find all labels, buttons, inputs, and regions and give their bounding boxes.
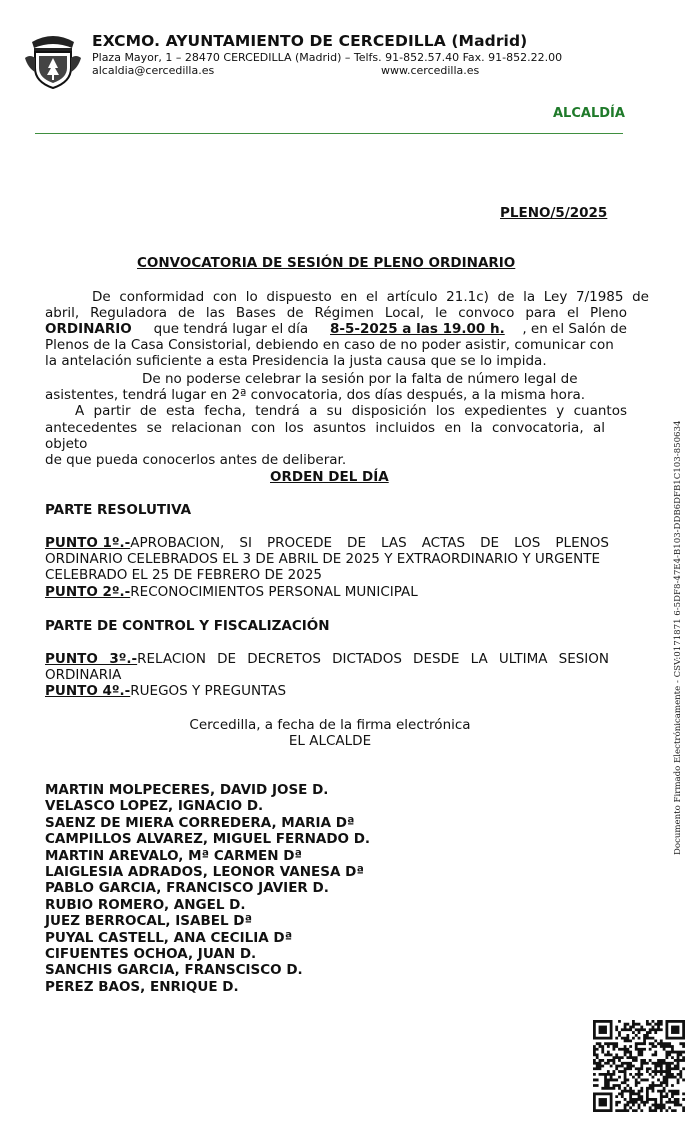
agenda-item-1-line: CELEBRADO EL 25 DE FEBRERO DE 2025: [45, 567, 323, 583]
section-heading-control: PARTE DE CONTROL Y FISCALIZACIÓN: [45, 618, 330, 634]
session-type: ORDINARIO: [45, 321, 132, 337]
body-text: , en el Salón de: [522, 321, 627, 337]
body-line: la antelación suficiente a esta Presidencia la justa causa que se lo impida.: [45, 353, 547, 369]
verification-qr-code: [593, 1020, 685, 1112]
agenda-item-1-line: ORDINARIO CELEBRADOS EL 3 DE ABRIL DE 2025 Y EXTRAORDINARIO Y URGENTE: [45, 551, 601, 567]
recipient-name: PUYAL CASTELL, ANA CECILIA Dª: [45, 929, 293, 946]
agenda-item-text-word: DE: [480, 535, 500, 551]
body-line: A partir de esta fecha, tendrá a su disposición los expedientes y cuantos: [75, 403, 627, 419]
signature-role: EL ALCALDE: [288, 733, 372, 749]
agenda-item-text: RUEGOS Y PREGUNTAS: [130, 683, 287, 699]
electronic-signature-text: Documento Firmado Electrónicamente - CSV:0171871 6-5DF8-47E4-B103-DDB6DFB1C103-850634: [673, 420, 683, 855]
recipient-name: SANCHIS GARCIA, FRANSCISCO D.: [45, 962, 303, 979]
agenda-item-label: PUNTO 4º.-: [45, 683, 131, 699]
department-label: ALCALDÍA: [553, 106, 625, 121]
recipient-name: PABLO GARCIA, FRANCISCO JAVIER D.: [45, 880, 329, 897]
agenda-item-3: [45, 651, 609, 668]
agenda-item-text: RECONOCIMIENTOS PERSONAL MUNICIPAL: [130, 584, 418, 600]
body-line: De no poderse celebrar la sesión por la falta de número legal de: [142, 371, 578, 387]
recipient-list: [45, 782, 370, 995]
body-line: asistentes, tendrá lugar en 2ª convocatoria, dos días después, a la misma hora.: [45, 387, 586, 403]
qr-code-graphic: [593, 1020, 685, 1112]
website-address: www.cercedilla.es: [381, 64, 480, 77]
body-line: De conformidad con lo dispuesto en el artículo 21.1c) de la Ley 7/1985 de: [92, 289, 649, 305]
signature-place: Cercedilla, a fecha de la firma electrónica: [189, 717, 471, 733]
body-line-meeting-date: [45, 321, 627, 338]
recipient-name: CAMPILLOS ALVAREZ, MIGUEL FERNADO D.: [45, 831, 371, 848]
body-line: Plenos de la Casa Consistorial, debiendo en caso de no poder asistir, comunicar con: [45, 337, 614, 353]
body-text: que tendrá lugar el día: [149, 321, 313, 337]
agenda-item-text-word: ACTAS: [421, 535, 466, 551]
agenda-item-text-word: LOS: [514, 535, 541, 551]
body-line: antecedentes se relacionan con los asuntos incluidos en la convocatoria, al: [45, 420, 605, 436]
section-heading-resolutiva: PARTE RESOLUTIVA: [45, 502, 192, 518]
agenda-item-text: RELACION DE DECRETOS DICTADOS DESDE LA ULTIMA SESION: [137, 651, 609, 667]
agenda-item-text-word: LAS: [381, 535, 407, 551]
agenda-item-text-word: PLENOS: [555, 535, 609, 551]
session-reference: PLENO/5/2025: [500, 205, 608, 221]
agenda-item-1: [45, 535, 609, 552]
municipal-coat-of-arms-logo: [22, 28, 84, 90]
email-address: alcaldia@cercedilla.es: [92, 64, 215, 77]
recipient-name: RUBIO ROMERO, ANGEL D.: [45, 896, 246, 913]
recipient-name: SAENZ DE MIERA CORREDERA, MARIA Dª: [45, 814, 355, 831]
agenda-item-4: [45, 683, 286, 700]
agenda-item-3-line: ORDINARIA: [45, 667, 122, 683]
municipality-title: EXCMO. AYUNTAMIENTO DE CERCEDILLA (Madrid): [92, 32, 528, 50]
body-line: objeto: [45, 436, 88, 452]
agenda-item-text-word: SI: [239, 535, 252, 551]
electronic-signature-note: [659, 420, 683, 855]
recipient-name: LAIGLESIA ADRADOS, LEONOR VANESA Dª: [45, 864, 364, 881]
recipient-name: VELASCO LOPEZ, IGNACIO D.: [45, 798, 264, 815]
recipient-name: PEREZ BAOS, ENRIQUE D.: [45, 978, 239, 995]
recipient-name: JUEZ BERROCAL, ISABEL Dª: [45, 913, 253, 930]
body-line: abril, Reguladora de las Bases de Régimen Local, le convoco para el Pleno: [45, 305, 627, 321]
header-divider: [35, 133, 623, 134]
agenda-item-text-word: APROBACION,: [130, 535, 225, 551]
agenda-item-2: [45, 584, 418, 601]
document-title: CONVOCATORIA DE SESIÓN DE PLENO ORDINARIO: [137, 255, 516, 271]
agenda-item-label: PUNTO 3º.-: [45, 651, 138, 667]
agenda-item-text-word: DE: [347, 535, 366, 551]
agenda-item-label: PUNTO 2º.-: [45, 584, 131, 600]
recipient-name: MARTIN MOLPECERES, DAVID JOSE D.: [45, 782, 329, 798]
meeting-date: 8-5-2025 a las 19.00 h.: [330, 321, 505, 337]
body-line: de que pueda conocerlos antes de deliberar.: [45, 452, 347, 468]
address-line: Plaza Mayor, 1 – 28470 CERCEDILLA (Madrid) – Telfs. 91-852.57.40 Fax. 91-852.22.00: [92, 51, 563, 64]
recipient-name: CIFUENTES OCHOA, JUAN D.: [45, 946, 257, 963]
agenda-heading: ORDEN DEL DÍA: [270, 469, 389, 485]
agenda-item-label: PUNTO 1º.-: [45, 535, 131, 551]
agenda-item-text-word: PROCEDE: [266, 535, 333, 551]
recipient-name: MARTIN AREVALO, Mª CARMEN Dª: [45, 847, 303, 864]
